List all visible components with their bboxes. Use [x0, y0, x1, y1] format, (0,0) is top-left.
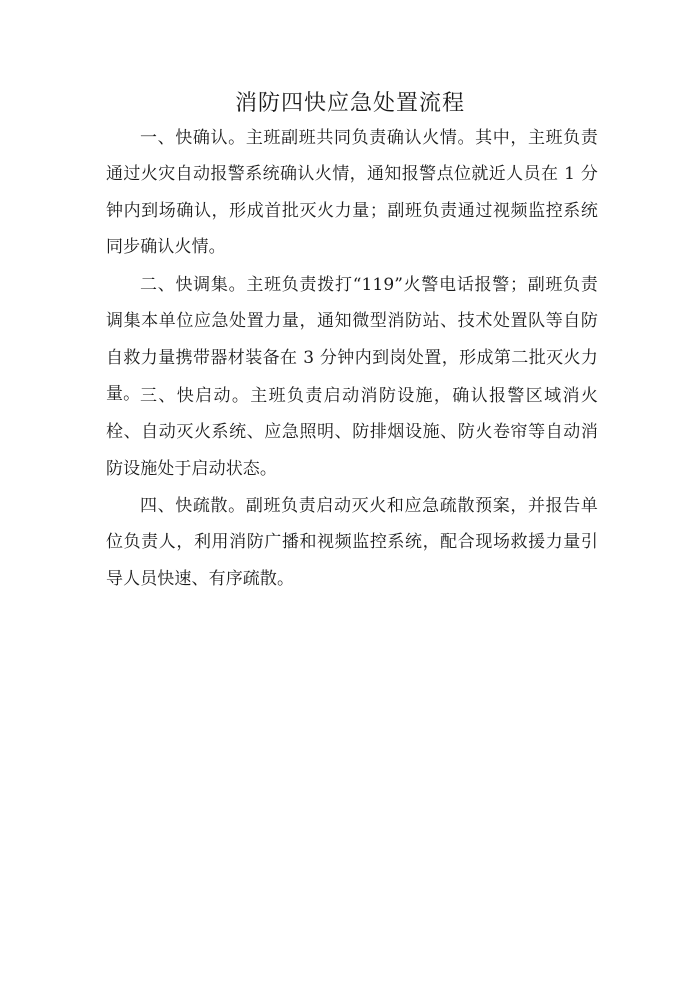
paragraph-evacuate: 四、快疏散。副班负责启动灭火和应急疏散预案，并报告单位负责人，利用消防广播和视频监控系统，配合现场救援力量引导人员快速、有序疏散。 — [106, 496, 598, 589]
paragraph-activate: 三、快启动。主班负责启动消防设施，确认报警区域消火栓、自动灭火系统、应急照明、防排烟设施、防火卷帘等自动消防设施处于启动状态。 — [106, 386, 598, 479]
document-title: 消防四快应急处置流程 — [234, 91, 465, 116]
paragraph-mobilize: 二、快调集。主班负责拨打“119”火警电话报警；副班负责调集本单位应急处置力量，通知微型消防站、技术处置队等自防自救力量携带器材装备在 3 分钟内到岗处置，形成第二批灭火力量。 — [106, 275, 598, 404]
paragraph-confirm: 一、快确认。主班副班共同负责确认火情。其中，主班负责通过火灾自动报警系统确认火情，通知报警点位就近人员在 1 分钟内到场确认，形成首批灭火力量；副班负责通过视频监控系统同步确认火情。 — [106, 128, 598, 257]
